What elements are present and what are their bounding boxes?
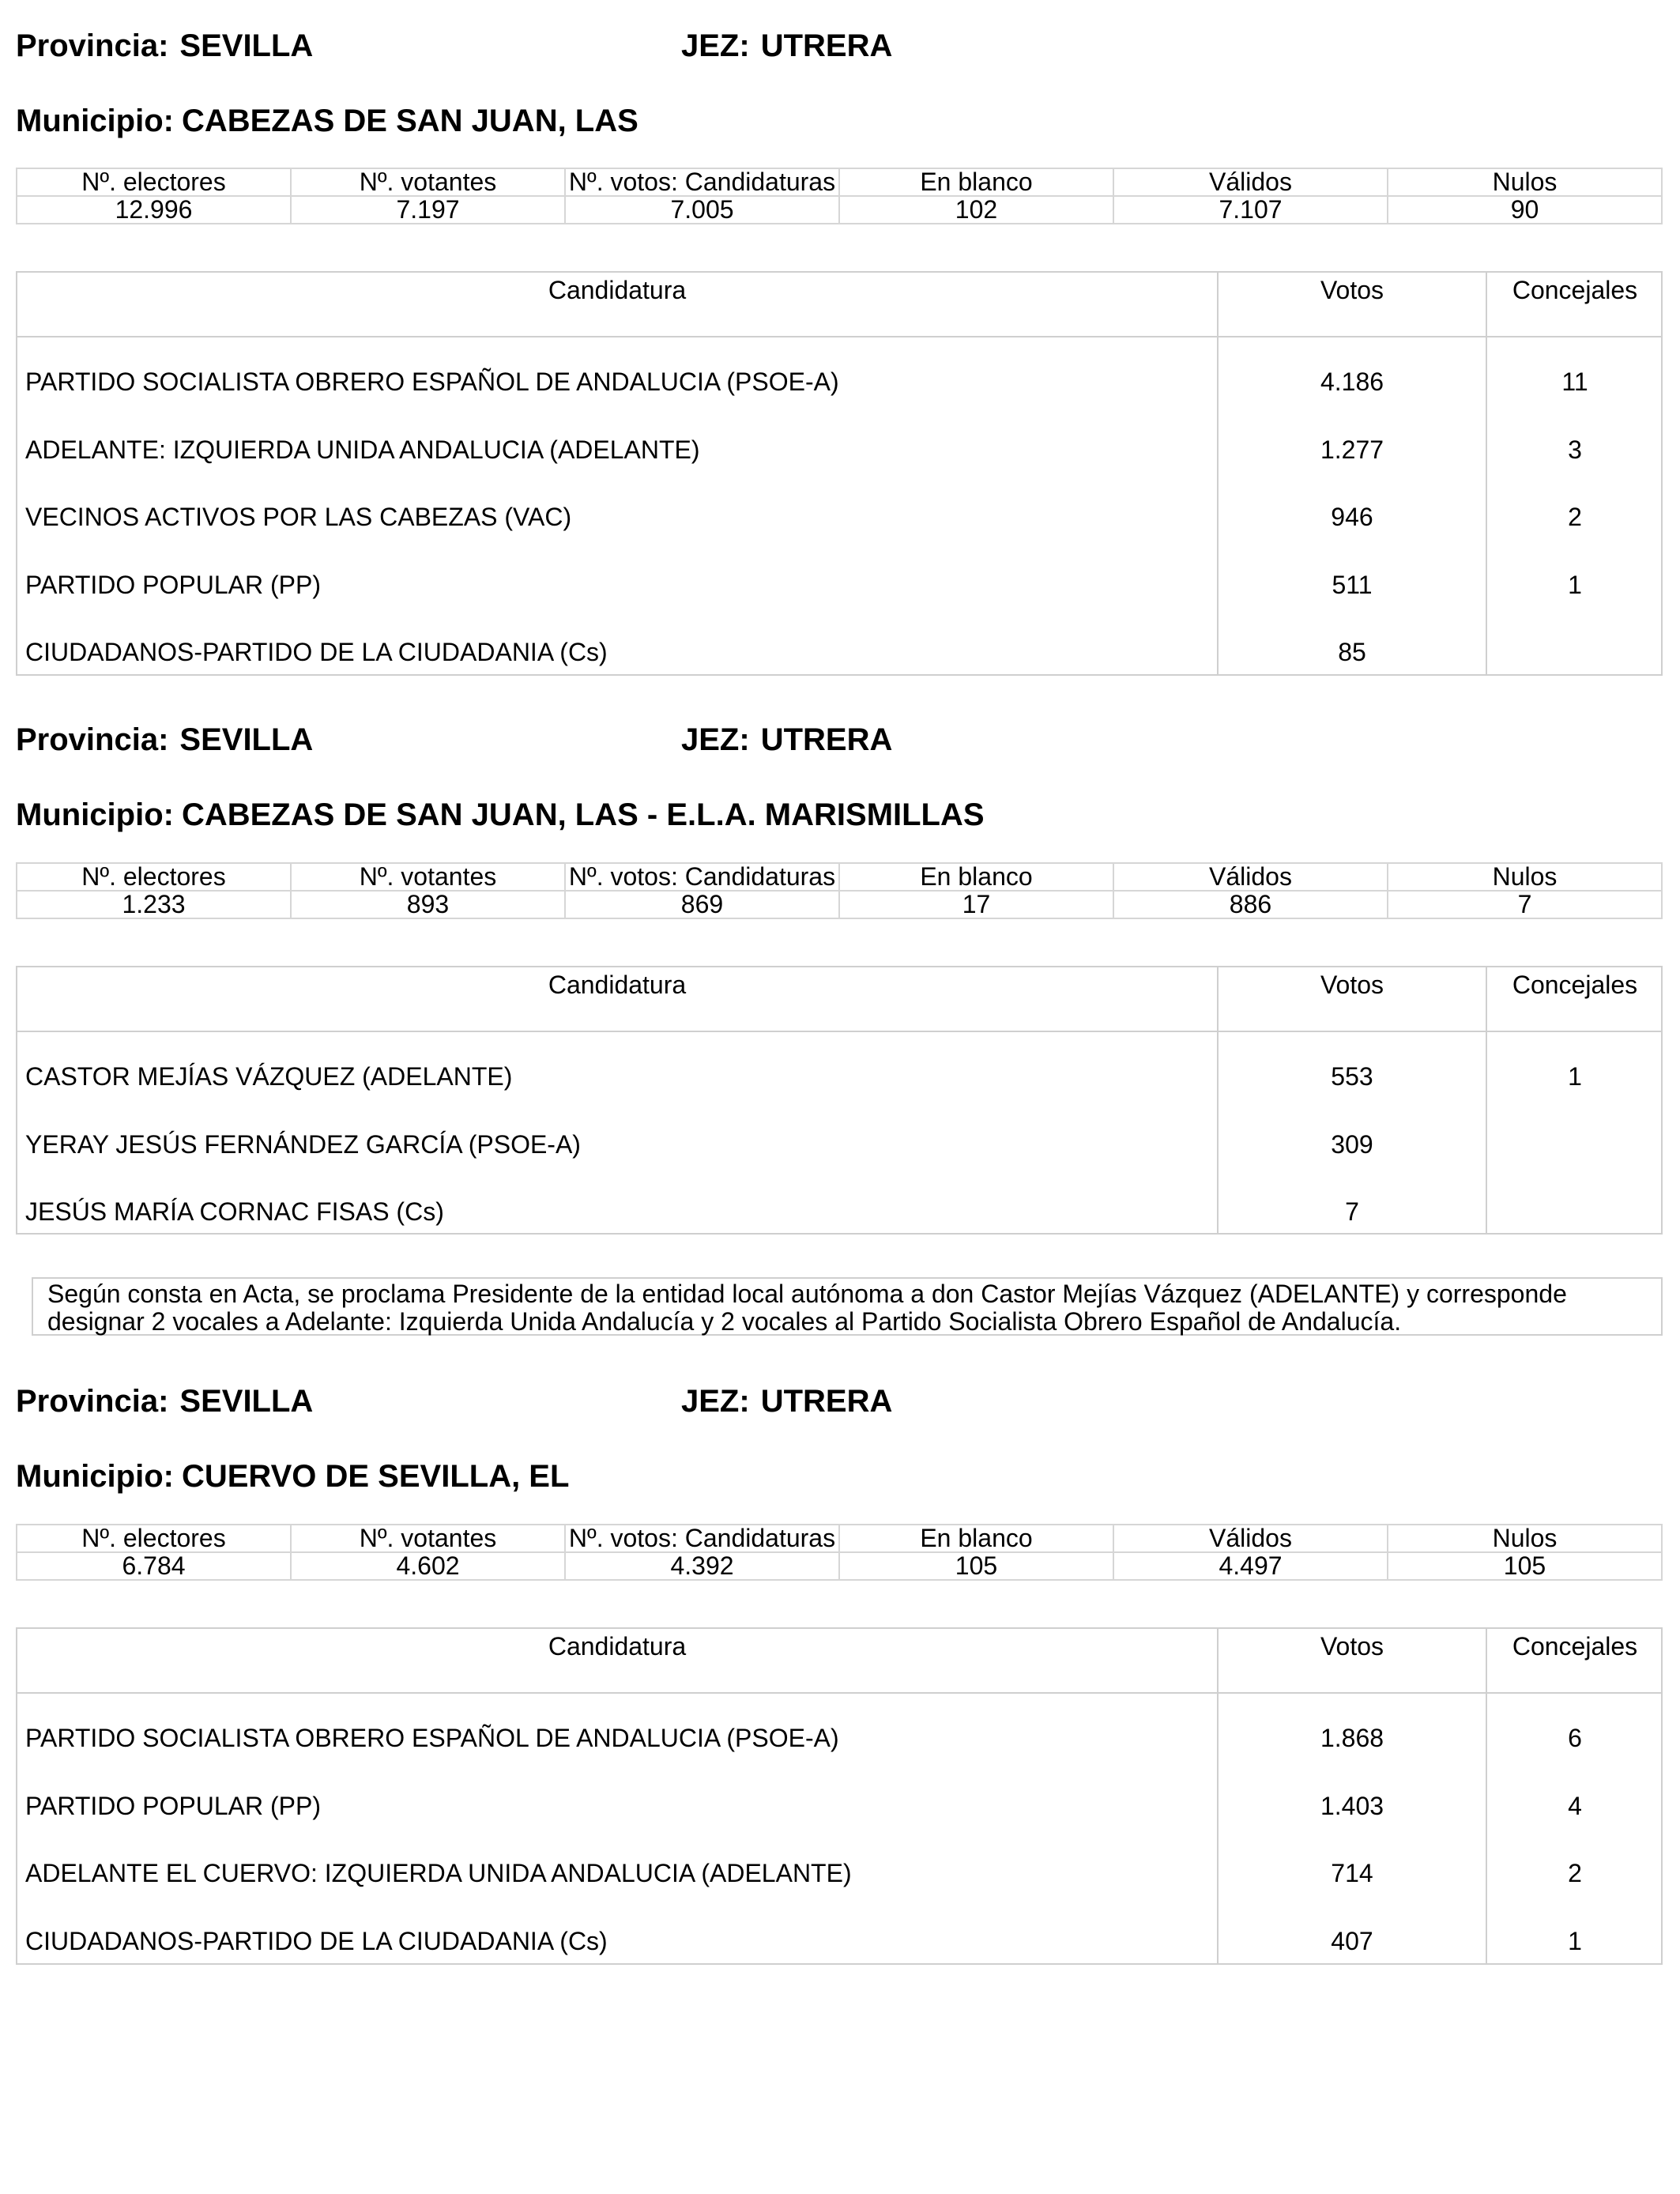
stats-value: 102 — [839, 196, 1113, 224]
stats-header: Nulos — [1388, 168, 1662, 196]
candidate-votos: 1.868 — [1320, 1724, 1384, 1752]
candidate-votos: 714 — [1331, 1859, 1373, 1887]
stats-table — [16, 862, 1663, 919]
concejales-header: Concejales — [1512, 971, 1638, 999]
jez-value: UTRERA — [760, 722, 893, 757]
stats-header: Nº. votantes — [291, 168, 565, 196]
stats-value: 105 — [1388, 1552, 1662, 1580]
stats-table — [16, 168, 1663, 224]
candidate-name: PARTIDO POPULAR (PP) — [25, 571, 321, 599]
candidate-name: ADELANTE: IZQUIERDA UNIDA ANDALUCIA (ADELANTE) — [25, 435, 700, 464]
stats-header: Nº. electores — [17, 1525, 291, 1552]
header-divider — [17, 1031, 1661, 1032]
candidate-name: PARTIDO POPULAR (PP) — [25, 1792, 321, 1820]
candidate-name: CASTOR MEJÍAS VÁZQUEZ (ADELANTE) — [25, 1062, 513, 1091]
candidate-votos: 309 — [1331, 1130, 1373, 1159]
municipio-line — [16, 105, 638, 137]
candidate-votos: 407 — [1331, 1927, 1373, 1955]
candidate-concejales: 6 — [1568, 1724, 1582, 1752]
candidate-votos: 7 — [1345, 1197, 1359, 1226]
header-divider — [17, 336, 1661, 337]
candidate-concejales: 1 — [1568, 1062, 1582, 1091]
table-row — [17, 358, 1661, 405]
stats-table — [16, 1524, 1663, 1581]
municipio-value: CABEZAS DE SAN JUAN, LAS - E.L.A. MARISMILLAS — [181, 797, 985, 832]
candidate-name: JESÚS MARÍA CORNAC FISAS (Cs) — [25, 1197, 444, 1226]
stats-value: 886 — [1113, 891, 1388, 918]
candidate-concejales: 2 — [1568, 1859, 1582, 1887]
table-row — [17, 1917, 1661, 1965]
candidate-name: CIUDADANOS-PARTIDO DE LA CIUDADANIA (Cs) — [25, 638, 608, 666]
stats-value-row — [17, 196, 1662, 224]
municipio-label: Municipio: — [16, 104, 174, 138]
table-row — [17, 493, 1661, 541]
table-row — [17, 1714, 1661, 1762]
stats-header-row — [17, 863, 1662, 891]
candidates-table — [16, 271, 1663, 676]
table-row — [17, 1849, 1661, 1897]
proclamation-note — [32, 1277, 1663, 1336]
municipio-value: CUERVO DE SEVILLA, EL — [181, 1459, 570, 1494]
candidate-name: PARTIDO SOCIALISTA OBRERO ESPAÑOL DE ANDALUCIA (PSOE-A) — [25, 368, 839, 396]
candidate-name: ADELANTE EL CUERVO: IZQUIERDA UNIDA ANDALUCIA (ADELANTE) — [25, 1859, 852, 1887]
stats-header: Nulos — [1388, 863, 1662, 891]
candidate-name: PARTIDO SOCIALISTA OBRERO ESPAÑOL DE ANDALUCIA (PSOE-A) — [25, 1724, 839, 1752]
stats-header: Nº. electores — [17, 168, 291, 196]
candidatura-header: Candidatura — [548, 276, 687, 304]
stats-header: Válidos — [1113, 863, 1388, 891]
provincia-label: Provincia: — [16, 28, 169, 63]
candidatura-header: Candidatura — [548, 971, 687, 999]
concejales-header: Concejales — [1512, 276, 1638, 304]
stats-header: Nº. votos: Candidaturas — [565, 1525, 839, 1552]
table-row — [17, 1188, 1661, 1235]
candidate-concejales: 1 — [1568, 1927, 1582, 1955]
jez-line — [681, 30, 892, 62]
candidate-votos: 946 — [1331, 503, 1373, 531]
candidate-concejales: 1 — [1568, 571, 1582, 599]
stats-value: 17 — [839, 891, 1113, 918]
stats-header: En blanco — [839, 168, 1113, 196]
jez-label: JEZ: — [681, 722, 750, 757]
candidate-votos: 1.403 — [1320, 1792, 1384, 1820]
table-row — [17, 1121, 1661, 1168]
candidate-concejales: 4 — [1568, 1792, 1582, 1820]
candidate-votos: 85 — [1338, 638, 1366, 666]
jez-label: JEZ: — [681, 1384, 750, 1419]
stats-value: 6.784 — [17, 1552, 291, 1580]
jez-label: JEZ: — [681, 28, 750, 63]
header-divider — [17, 1692, 1661, 1694]
stats-value: 105 — [839, 1552, 1113, 1580]
candidate-votos: 1.277 — [1320, 435, 1384, 464]
stats-header: En blanco — [839, 1525, 1113, 1552]
stats-value: 7.197 — [291, 196, 565, 224]
provincia-value: SEVILLA — [179, 722, 314, 757]
note-line: designar 2 vocales a Adelante: Izquierda Unida Andalucía y 2 vocales al Partido Socialista Obrero Español de Andalucía. — [47, 1307, 1402, 1336]
jez-value: UTRERA — [760, 1384, 893, 1419]
municipio-label: Municipio: — [16, 797, 174, 832]
provincia-label: Provincia: — [16, 1384, 169, 1419]
stats-header: Nº. votos: Candidaturas — [565, 168, 839, 196]
votos-header: Votos — [1320, 971, 1384, 999]
municipio-line — [16, 799, 985, 831]
stats-value-row — [17, 1552, 1662, 1580]
table-row — [17, 1782, 1661, 1830]
votos-header: Votos — [1320, 1632, 1384, 1661]
candidate-votos: 4.186 — [1320, 368, 1384, 396]
table-row — [17, 426, 1661, 473]
stats-value-row — [17, 891, 1662, 918]
candidate-concejales: 11 — [1561, 368, 1588, 396]
provincia-line — [16, 1385, 313, 1417]
note-line: Según consta en Acta, se proclama Presidente de la entidad local autónoma a don Castor Mejías Vázquez (ADELANTE) y corresponde — [47, 1280, 1567, 1308]
candidates-table — [16, 966, 1663, 1235]
stats-header: Nº. electores — [17, 863, 291, 891]
jez-line — [681, 1385, 892, 1417]
candidate-name: CIUDADANOS-PARTIDO DE LA CIUDADANIA (Cs) — [25, 1927, 608, 1955]
jez-value: UTRERA — [760, 28, 893, 63]
stats-value: 1.233 — [17, 891, 291, 918]
stats-value: 4.392 — [565, 1552, 839, 1580]
provincia-line — [16, 724, 313, 756]
stats-header: Válidos — [1113, 168, 1388, 196]
provincia-value: SEVILLA — [179, 1384, 314, 1419]
jez-line — [681, 724, 892, 756]
provincia-value: SEVILLA — [179, 28, 314, 63]
stats-header: En blanco — [839, 863, 1113, 891]
stats-header: Nº. votos: Candidaturas — [565, 863, 839, 891]
candidate-votos: 511 — [1332, 571, 1373, 599]
candidates-table — [16, 1627, 1663, 1965]
stats-value: 7.107 — [1113, 196, 1388, 224]
municipio-line — [16, 1461, 569, 1492]
candidate-name: VECINOS ACTIVOS POR LAS CABEZAS (VAC) — [25, 503, 572, 531]
candidate-name: YERAY JESÚS FERNÁNDEZ GARCÍA (PSOE-A) — [25, 1130, 581, 1159]
stats-value: 4.497 — [1113, 1552, 1388, 1580]
provincia-line — [16, 30, 313, 62]
candidate-votos: 553 — [1331, 1062, 1373, 1091]
stats-value: 7.005 — [565, 196, 839, 224]
stats-value: 7 — [1388, 891, 1662, 918]
stats-value: 4.602 — [291, 1552, 565, 1580]
stats-value: 12.996 — [17, 196, 291, 224]
stats-header: Nº. votantes — [291, 1525, 565, 1552]
municipio-label: Municipio: — [16, 1459, 174, 1494]
table-row — [17, 628, 1661, 676]
stats-value: 893 — [291, 891, 565, 918]
stats-value: 869 — [565, 891, 839, 918]
candidate-concejales: 2 — [1568, 503, 1582, 531]
stats-header-row — [17, 168, 1662, 196]
provincia-label: Provincia: — [16, 722, 169, 757]
candidatura-header: Candidatura — [548, 1632, 687, 1661]
table-row — [17, 561, 1661, 609]
stats-header-row — [17, 1525, 1662, 1552]
stats-header: Nº. votantes — [291, 863, 565, 891]
stats-value: 90 — [1388, 196, 1662, 224]
candidate-concejales: 3 — [1568, 435, 1582, 464]
municipio-value: CABEZAS DE SAN JUAN, LAS — [181, 104, 638, 138]
stats-header: Válidos — [1113, 1525, 1388, 1552]
stats-header: Nulos — [1388, 1525, 1662, 1552]
table-row — [17, 1053, 1661, 1100]
votos-header: Votos — [1320, 276, 1384, 304]
concejales-header: Concejales — [1512, 1632, 1638, 1661]
